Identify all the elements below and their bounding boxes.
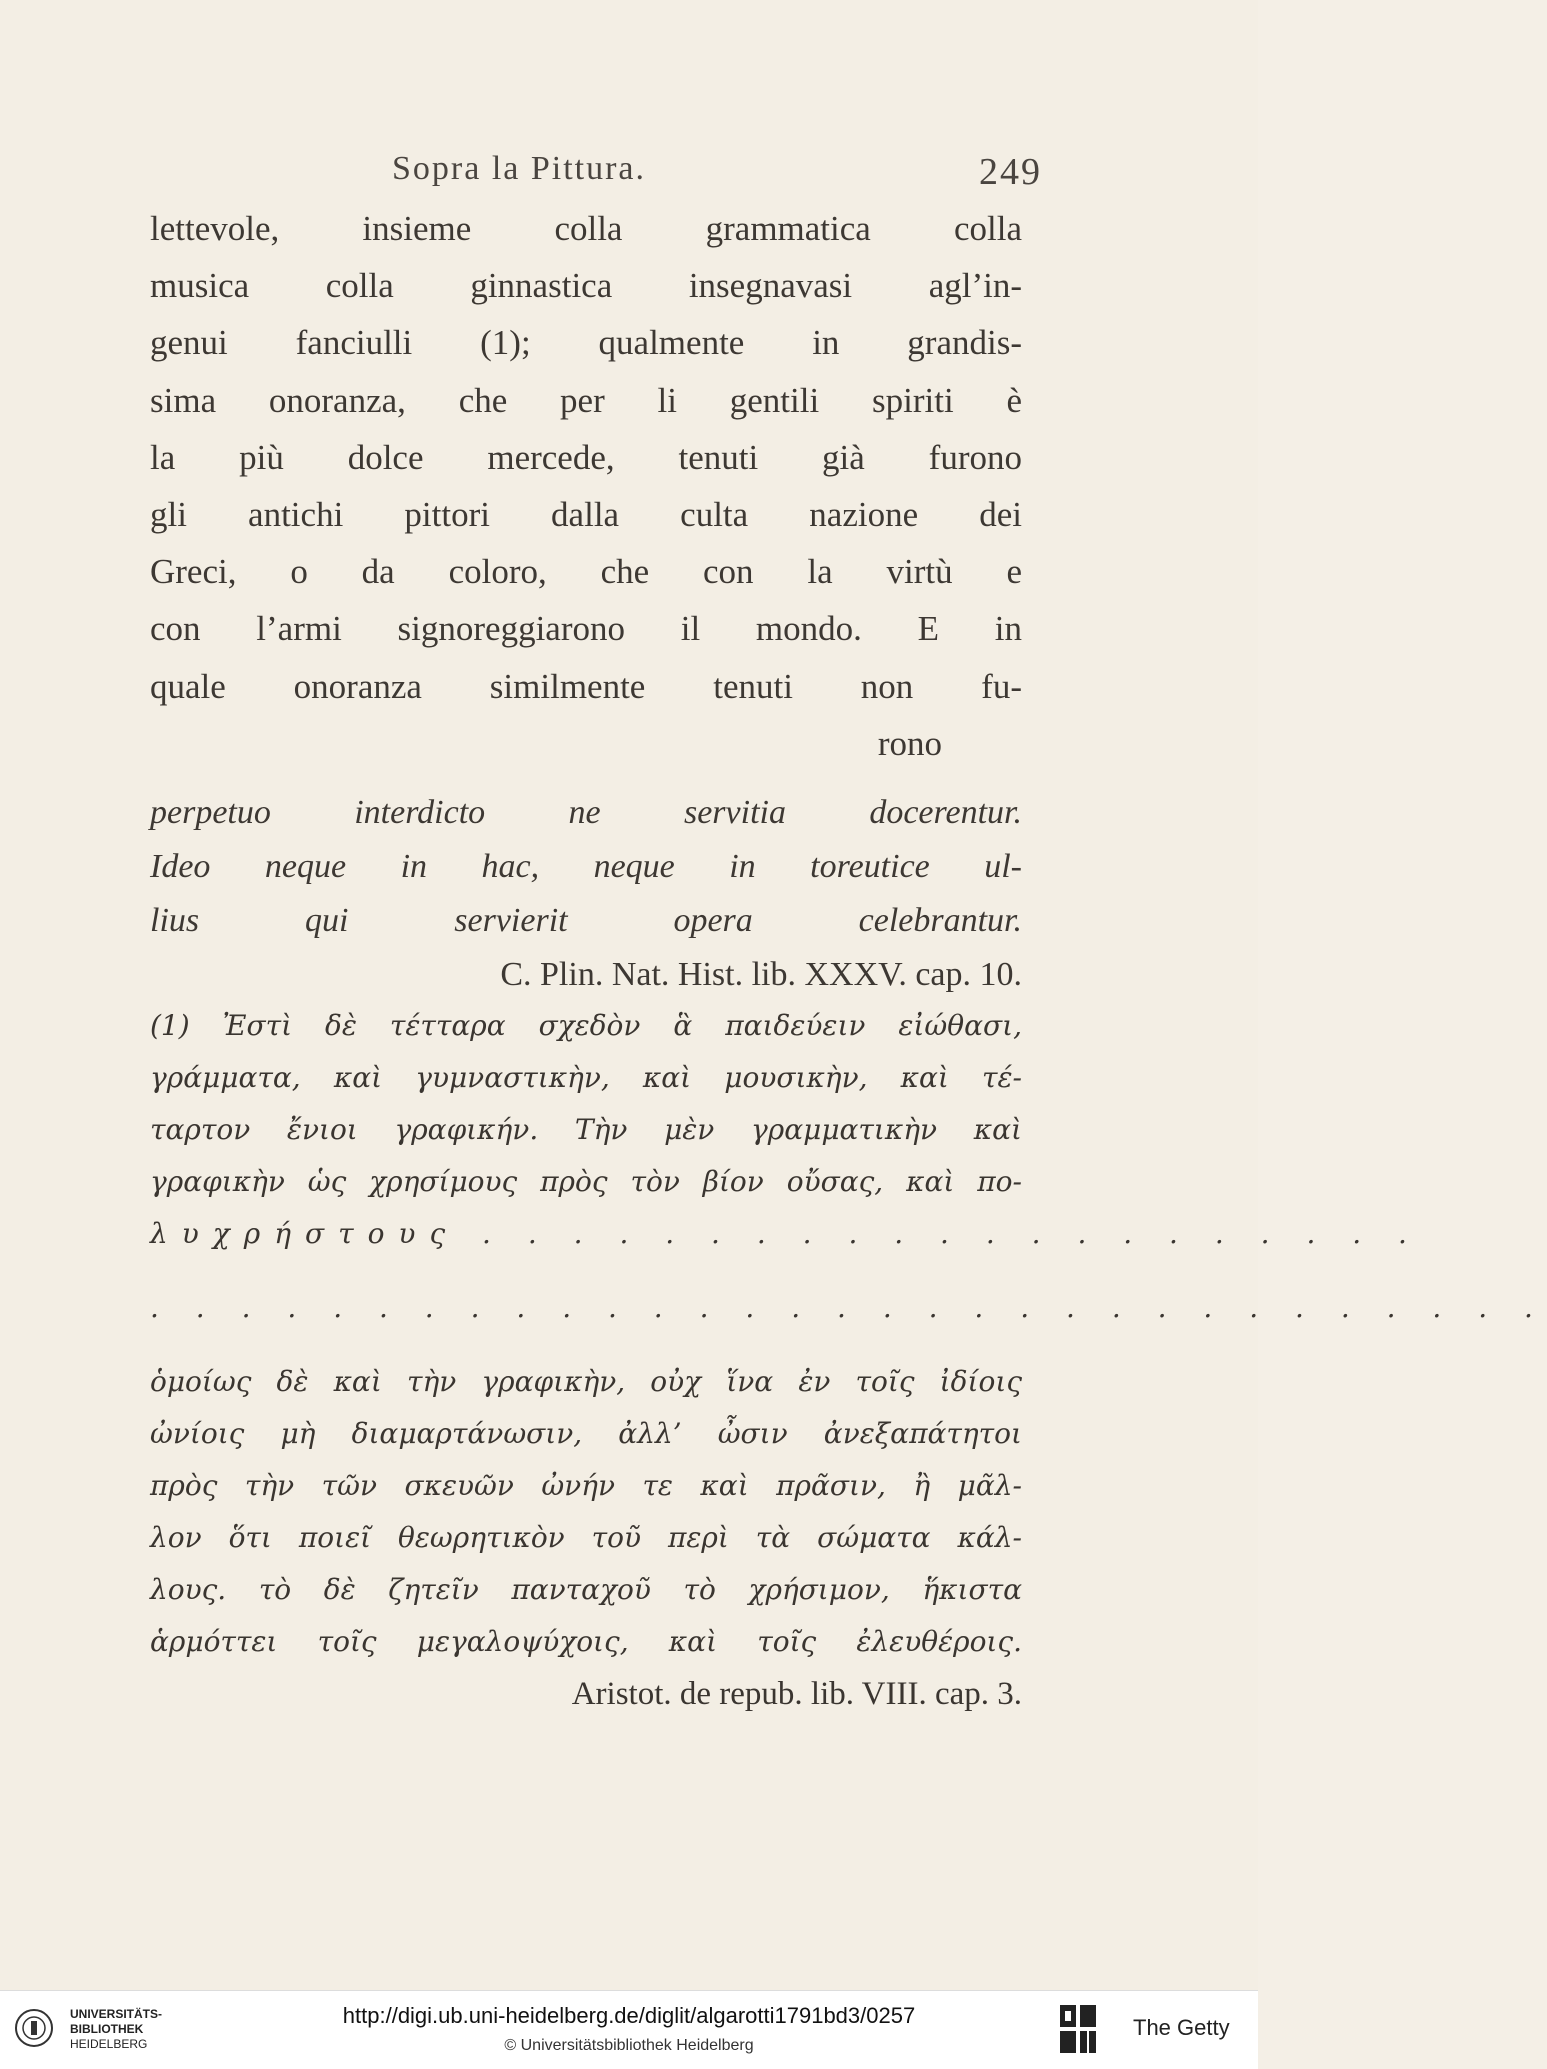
footnote-line: ταρτον ἔνιοι γραφικήν. Τὴν μὲν γραμματικὴν καὶ bbox=[150, 1113, 1022, 1146]
footnote-line: lius qui servierit opera celebrantur. bbox=[150, 902, 1022, 939]
text-line: genui fanciulli (1); qualmente in grandis- bbox=[150, 323, 1022, 363]
text-line: sima onoranza, che per li gentili spiriti è bbox=[150, 380, 1022, 420]
footnote-line: ὠνίοις μὴ διαμαρτάνωσιν, ἀλλ’ ὦσιν ἀνεξαπάτητοι bbox=[150, 1417, 1022, 1450]
footnote-line: λυχρήστους . . . . . . . . . . . . . . . . . . . . . bbox=[150, 1217, 1421, 1250]
footnote-line: perpetuo interdicto ne servitia docerentur. bbox=[150, 794, 1022, 831]
footnote-line: (1) Ἐστὶ δὲ τέτταρα σχεδὸν ἃ παιδεύειν εἰώθασι, bbox=[150, 1009, 1022, 1042]
ellipsis-line: . . . . . . . . . . . . . . . . . . . . . . . . . . . . . . . bbox=[150, 1291, 1547, 1324]
footnote-line: ὁμοίως δὲ καὶ τὴν γραφικὴν, οὐχ ἵνα ἐν τοῖς ἰδίοις bbox=[150, 1365, 1022, 1398]
footnote-line: πρὸς τὴν τῶν σκευῶν ὠνήν τε καὶ πρᾶσιν, ἢ μᾶλ- bbox=[150, 1469, 1022, 1502]
text-line: Greci, o da coloro, che con la virtù e bbox=[150, 552, 1022, 592]
text-line: musica colla ginnastica insegnavasi agl’in- bbox=[150, 266, 1022, 306]
running-head bbox=[392, 150, 1042, 196]
footnote-line: γραφικὴν ὡς χρησίμους πρὸς τὸν βίον οὔσας, καὶ πο- bbox=[150, 1165, 1022, 1198]
viewer-footer bbox=[0, 1990, 1258, 2069]
footnote-line: γράμματα, καὶ γυμναστικὴν, καὶ μουσικὴν, καὶ τέ- bbox=[150, 1061, 1022, 1094]
latin-footnote bbox=[150, 786, 1022, 1002]
spacer bbox=[150, 1260, 1022, 1282]
footnote-line: ἁρμόττει τοῖς μεγαλοψύχοις, καὶ τοῖς ἐλευθέροις. bbox=[150, 1625, 1022, 1658]
footnote-line: λους. τὸ δὲ ζητεῖν πανταχοῦ τὸ χρήσιμον, ἥκιστα bbox=[150, 1573, 1022, 1606]
text-line: con l’armi signoreggiarono il mondo. E in bbox=[150, 609, 1022, 649]
text-line: la più dolce mercede, tenuti già furono bbox=[150, 437, 1022, 477]
spacer bbox=[150, 1334, 1022, 1356]
greek-footnote bbox=[150, 1000, 1547, 1720]
institution-name: UNIVERSITÄTS- BIBLIOTHEK HEIDELBERG bbox=[70, 2007, 163, 2051]
text-line: lettevole, insieme colla grammatica colla bbox=[150, 209, 1022, 248]
footnote-line: λον ὅτι ποιεῖ θεωρητικὸν τοῦ περὶ τὰ σώματα κάλ- bbox=[150, 1521, 1022, 1554]
copyright-notice: © Universitätsbibliothek Heidelberg bbox=[504, 2037, 754, 2054]
catchword: rono bbox=[877, 723, 942, 763]
footnote-citation: Aristot. de repub. lib. VIII. cap. 3. bbox=[571, 1676, 1022, 1712]
permalink-url[interactable]: http://digi.ub.uni-heidelberg.de/diglit/algarotti1791bd3/0257 bbox=[342, 2003, 916, 2028]
partner-name: The Getty bbox=[1133, 2015, 1230, 2040]
text-line: gli antichi pittori dalla culta nazione dei bbox=[150, 494, 1022, 534]
main-text bbox=[150, 200, 1022, 772]
text-line: quale onoranza similmente tenuti non fu- bbox=[150, 666, 1022, 706]
page-number: 249 bbox=[979, 151, 1042, 193]
footnote-citation: C. Plin. Nat. Hist. lib. XXXV. cap. 10. bbox=[500, 956, 1022, 993]
footnote-line: Ideo neque in hac, neque in toreutice ul- bbox=[150, 848, 1022, 885]
running-head-title: Sopra la Pittura. bbox=[392, 150, 647, 187]
getty-logo-icon bbox=[1058, 2003, 1098, 2055]
